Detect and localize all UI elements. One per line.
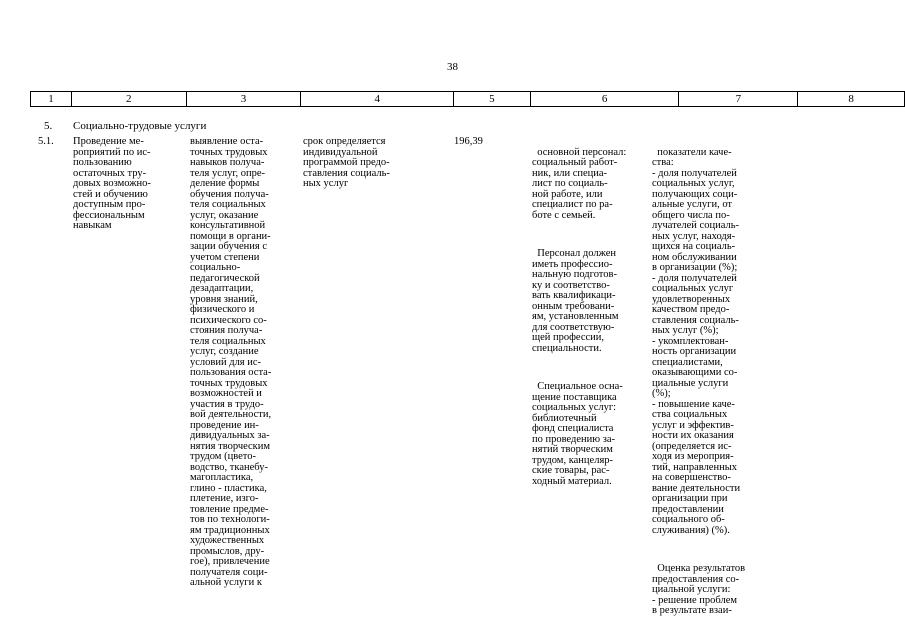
paragraph-gap xyxy=(532,365,626,372)
resources-qualification: Персонал должен иметь профессио- нальную подготов- ку и соответство- вать квалификаци- онным требовани- ям, установленным для соответствую- щей профессии, специальности. xyxy=(532,248,619,354)
column-number-3: 3 xyxy=(186,92,301,107)
service-name: Проведение ме- роприятий по ис- пользованию остаточных тру- довых возможно- стей и обучению доступным про- фессиональным навыкам xyxy=(73,136,151,231)
resources-equipment: Специальное осна- щение поставщика социальных услуг: библиотечный фонд специалиста по проведению за- нятий творческим трудом, канцеляр- ские товары, рас- ходный материал. xyxy=(532,381,623,487)
service-cost: 196,39 xyxy=(454,136,483,147)
section-number: 5. xyxy=(44,120,53,132)
quality-indicators: показатели каче- ства: - доля получателей социальных услуг, получающих соци- альные услуги, от общего числа по- лучателей социаль- ных услуг, находя- щихся на социаль- ном обслуживании в организации (%); - доля получателей социальных услуг удовлетворенных качеством предо- ставления социаль- ных услуг (%); - укомплектован- ность организации специалистами, оказывающими со- циальные услуги (%); - повышение каче- ства социальных услуг и эффектив- ности их оказания (определяется ис- ходя из мероприя- тий, направленных на совершенство- вание деятельности организации при предоставлении социального об- служивания) (%). xyxy=(652,146,741,536)
service-indicators xyxy=(652,137,745,617)
service-term: срок определяется индивидуальной программой предо- ставления социаль- ных услуг xyxy=(303,136,390,189)
column-number-1: 1 xyxy=(31,92,72,107)
paragraph-gap xyxy=(652,547,745,554)
resources-personnel: основной персонал: социальный работ- ник, или специа- лист по социаль- ной работе, или специалист по ра- боте с семьей. xyxy=(532,146,627,221)
column-number-4: 4 xyxy=(301,92,454,107)
column-number-8: 8 xyxy=(798,92,905,107)
result-assessment: Оценка результатов предоставления со- циальной услуги: - решение проблем в результате взаи- xyxy=(652,563,746,616)
service-description: выявление оста- точных трудовых навыков получа- теля услуг, опре- деление формы обучения получа- теля социальных услуг, оказание консультативной помощи в органи- зации обучения с учетом степени социально- педагогической дезадаптации, уровня знаний, физического и психического со- стояния получа- теля социальных услуг, создание условий для ис- пользования оста- точных трудовых возможностей и участия в трудо- вой деятельности, проведение ин- дивидуальных за- нятия творческим трудом (цвето- водство, тканебу- магопластика, глино - пластика, плетение, изго- товление предме- тов по технологи- ям традиционных художественных промыслов, дру- гое), привлечение получателя соци- альной услуги к xyxy=(190,136,272,588)
column-number-5: 5 xyxy=(454,92,531,107)
row-number: 5.1. xyxy=(38,136,54,147)
column-number-6: 6 xyxy=(530,92,679,107)
column-number-header-table xyxy=(30,91,905,107)
service-resources xyxy=(532,137,626,487)
section-title: Социально-трудовые услуги xyxy=(73,120,207,132)
paragraph-gap xyxy=(532,232,626,239)
column-number-row xyxy=(31,92,905,107)
column-number-7: 7 xyxy=(679,92,798,107)
column-number-2: 2 xyxy=(71,92,186,107)
page-number: 38 xyxy=(447,61,458,73)
